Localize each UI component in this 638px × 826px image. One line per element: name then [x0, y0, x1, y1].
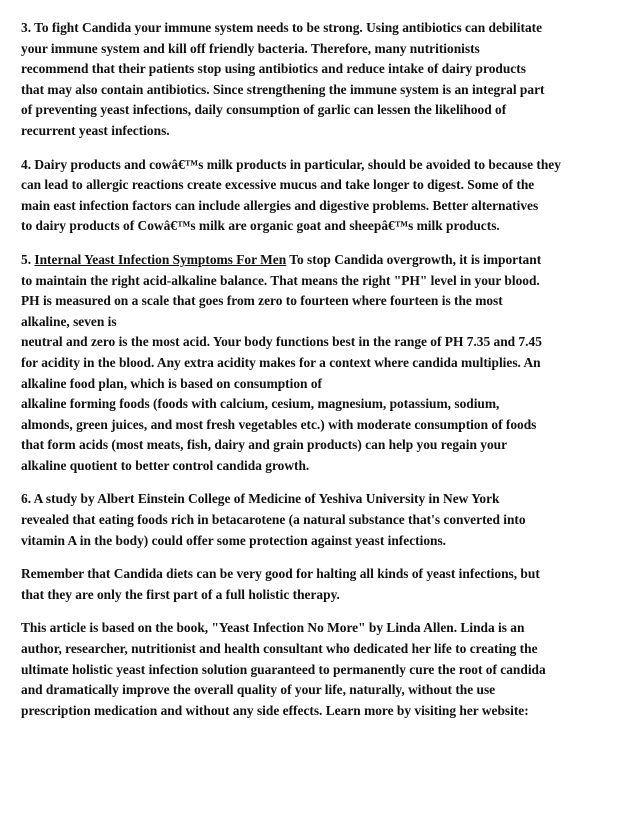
paragraph-number: 5.: [21, 251, 35, 267]
text-line: main east infection factors can include allergies and digestive problems. Better alternatives: [21, 197, 539, 213]
text-line: author, researcher, nutritionist and health consultant who dedicated her life to creating the: [21, 641, 538, 657]
text-line: that form acids (most meats, fish, dairy and grain products) can help you regain your: [21, 437, 508, 453]
text-line: for acidity in the blood. Any extra acidity makes for a context where candida multiplies. An: [21, 354, 541, 370]
text-line: can lead to allergic reactions create excessive mucus and take longer to digest. Some of the: [21, 177, 535, 193]
text-run: To stop Candida overgrowth, it is important: [286, 251, 542, 267]
text-line: alkaline forming foods (foods with calcium, cesium, magnesium, potassium, sodium,: [21, 396, 500, 412]
text-line: that may also contain antibiotics. Since strengthening the immune system is an integral part: [21, 81, 545, 97]
paragraph-about-author: [21, 618, 626, 721]
text-line: that they are only the first part of a full holistic therapy.: [21, 586, 340, 602]
text-line: neutral and zero is the most acid. Your body functions best in the range of PH 7.35 and 7.45: [21, 334, 542, 350]
paragraph-remember: [21, 564, 626, 605]
yeast-infection-symptoms-link[interactable]: Internal Yeast Infection Symptoms For Men: [34, 251, 287, 267]
text-line: alkaline, seven is: [21, 313, 117, 329]
text-line: alkaline quotient to better control candida growth.: [21, 457, 310, 473]
text-line: almonds, green juices, and most fresh vegetables etc.) with moderate consumption of foods: [21, 416, 537, 432]
text-line: of preventing yeast infections, daily consumption of garlic can lessen the likelihood of: [21, 102, 507, 118]
text-line: prescription medication and without any side effects. Learn more by visiting her website:: [21, 702, 529, 718]
paragraph-3: [21, 18, 626, 142]
paragraph-5: [21, 250, 626, 477]
text-line: your immune system and kill off friendly bacteria. Therefore, many nutritionists: [21, 40, 480, 56]
text-line: This article is based on the book, "Yeast Infection No More" by Linda Allen. Linda is an: [21, 620, 525, 636]
text-line: to dairy products of Cowâ€™s milk are organic goat and sheepâ€™s milk products.: [21, 218, 500, 234]
text-line: recommend that their patients stop using antibiotics and reduce intake of dairy products: [21, 61, 526, 77]
text-line: recurrent yeast infections.: [21, 122, 170, 138]
text-line: 6. A study by Albert Einstein College of Medicine of Yeshiva University in New York: [21, 491, 500, 507]
paragraph-6: [21, 489, 626, 551]
text-line-with-link: [21, 250, 626, 271]
text-line: 3. To fight Candida your immune system needs to be strong. Using antibiotics can debilitate: [21, 20, 543, 35]
text-line: alkaline food plan, which is based on consumption of: [21, 375, 322, 391]
text-line: and dramatically improve the overall quality of your life, naturally, without the use: [21, 682, 496, 698]
paragraph-4: [21, 155, 626, 237]
text-line: 4. Dairy products and cowâ€™s milk products in particular, should be avoided to because they: [21, 156, 561, 172]
text-line: vitamin A in the body) could offer some protection against yeast infections.: [21, 532, 447, 548]
document-page: [21, 18, 626, 734]
text-line: ultimate holistic yeast infection solution guaranteed to permanently cure the root of candida: [21, 661, 546, 677]
text-line: Remember that Candida diets can be very good for halting all kinds of yeast infections, but: [21, 566, 540, 582]
text-line: PH is measured on a scale that goes from zero to fourteen where fourteen is the most: [21, 293, 503, 309]
text-line: revealed that eating foods rich in betacarotene (a natural substance that's converted into: [21, 512, 526, 528]
text-line: to maintain the right acid-alkaline balance. That means the right "PH" level in your blood.: [21, 272, 540, 288]
